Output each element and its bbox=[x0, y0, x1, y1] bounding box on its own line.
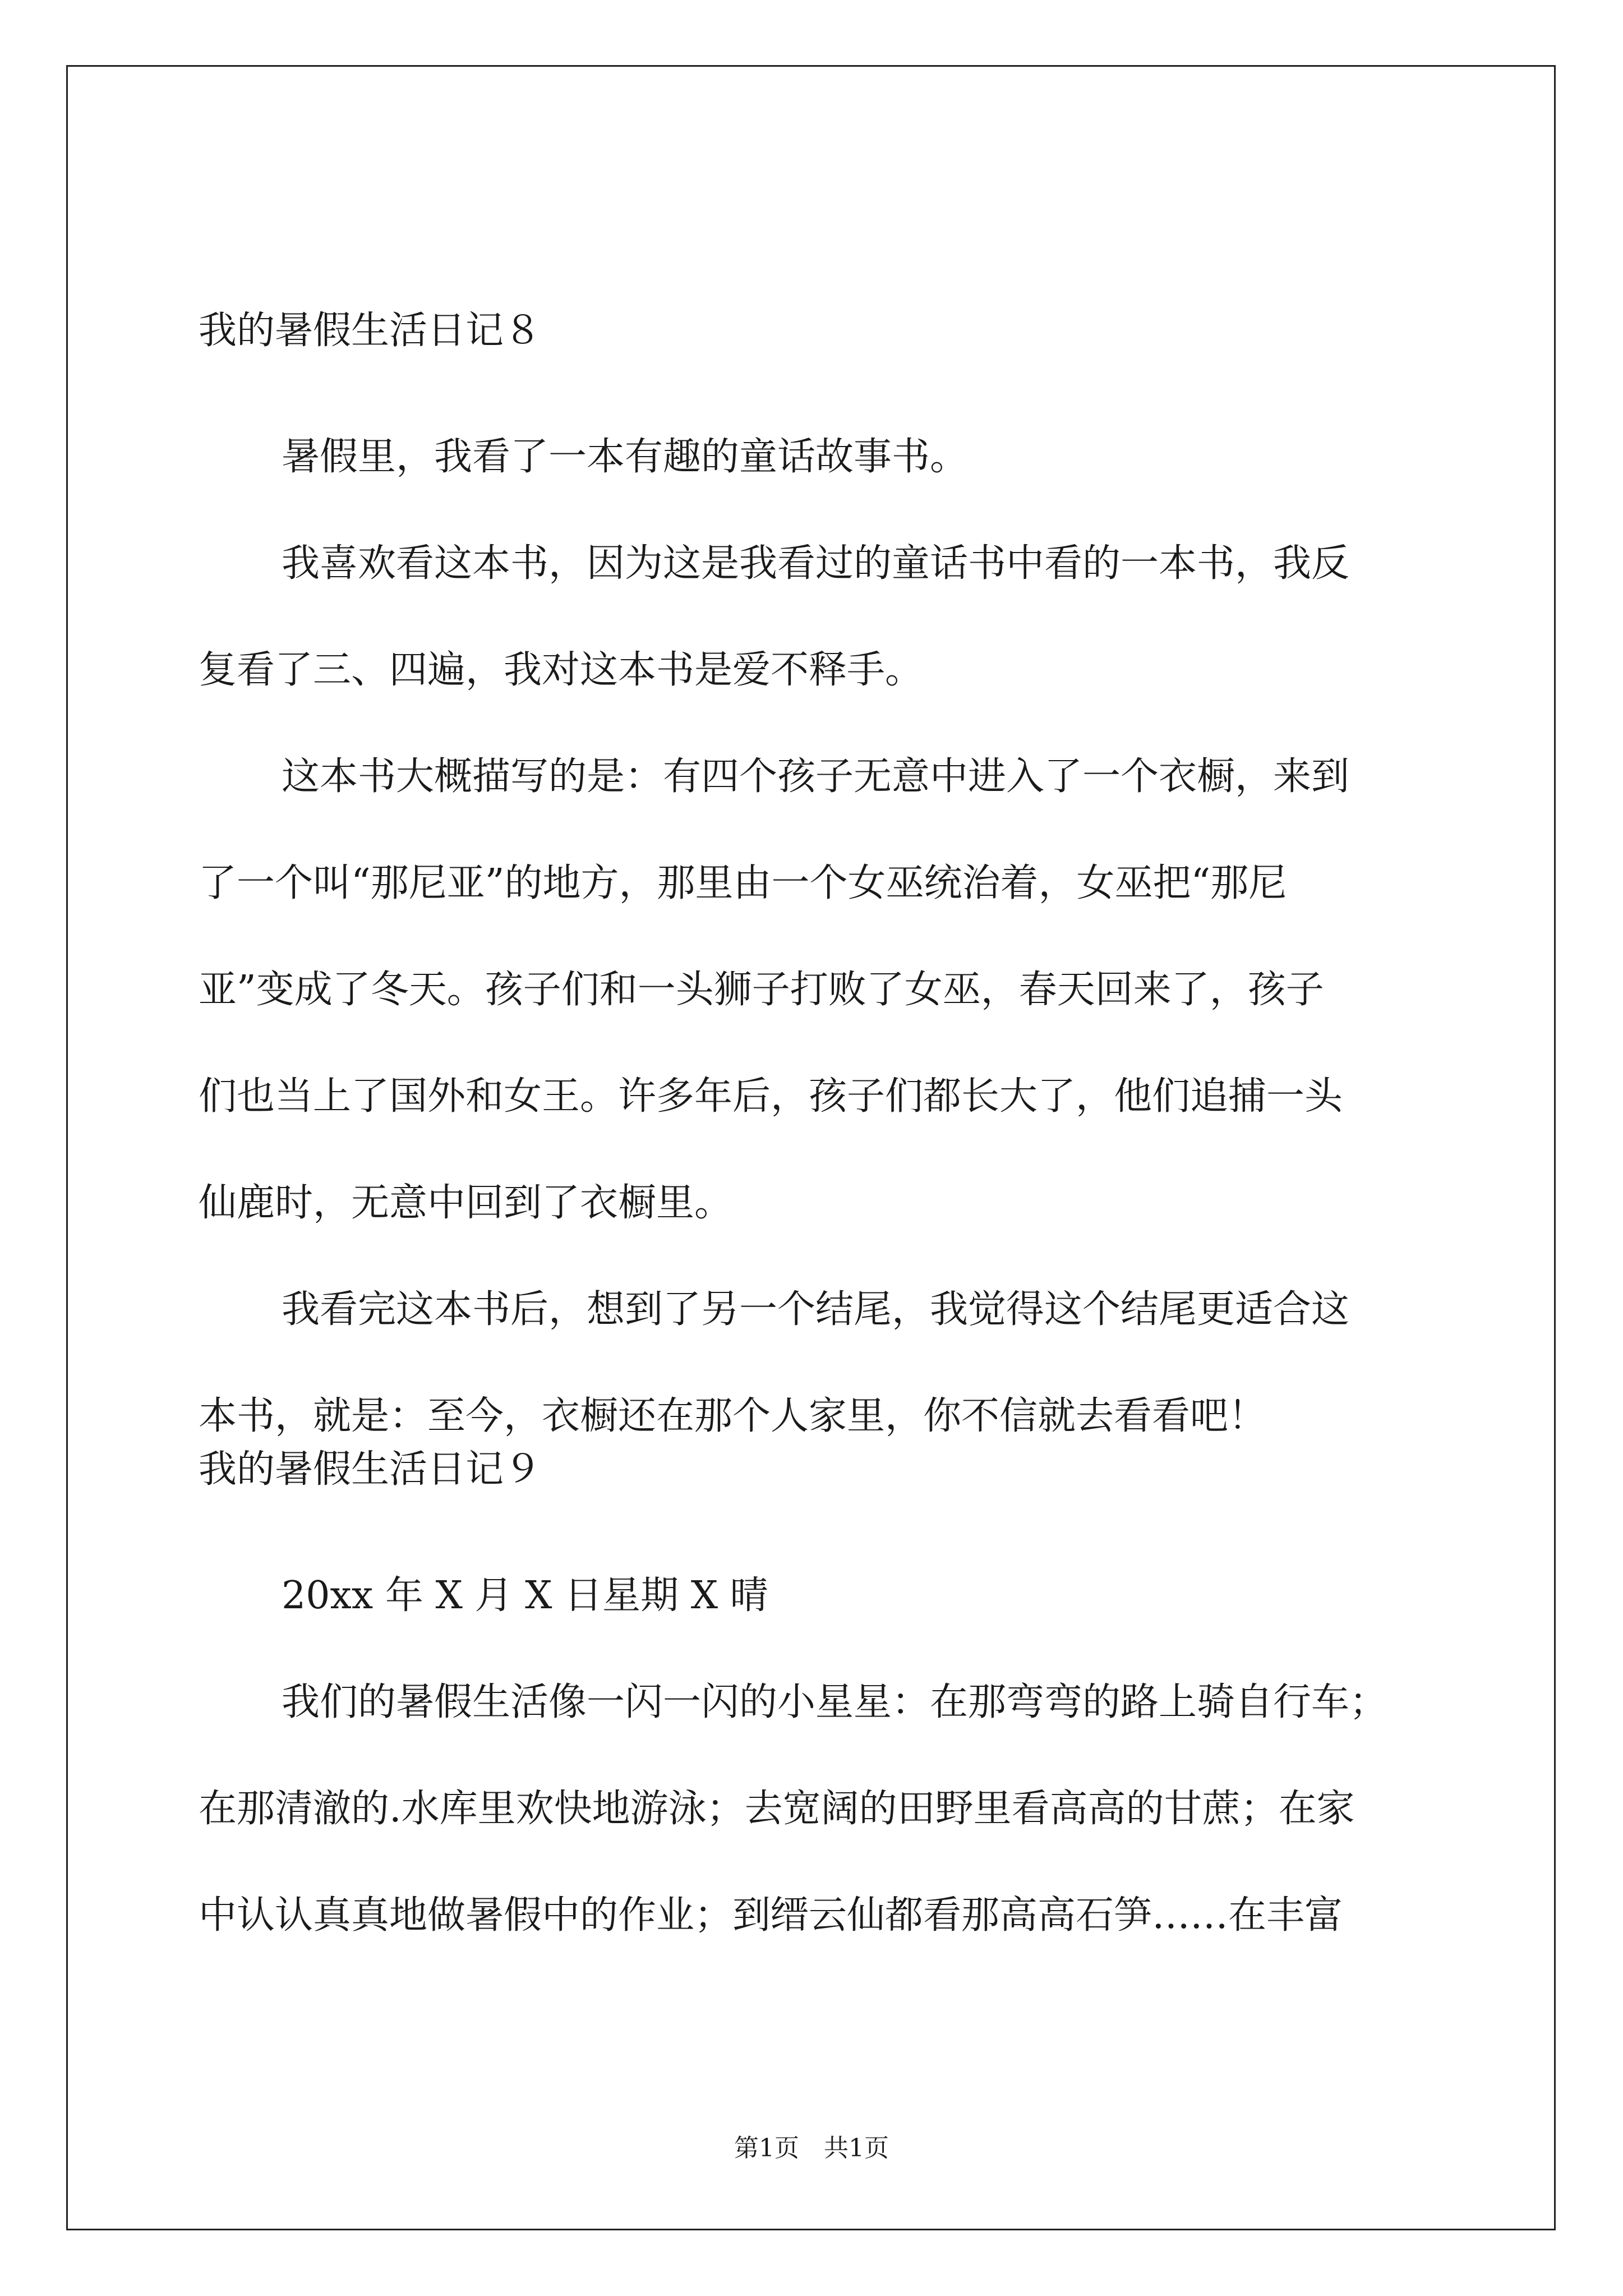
paragraph bbox=[199, 1257, 1432, 1436]
paragraph bbox=[199, 510, 1432, 724]
paragraph-line: 了一个叫“那尼亚”的地方，那里由一个女巫统治着，女巫把“那尼 bbox=[199, 861, 1287, 905]
paragraph bbox=[199, 1649, 1432, 1969]
paragraph bbox=[199, 724, 1432, 1257]
paragraph-line: 本书，就是：至今，衣橱还在那个人家里，你不信就去看看吧！ bbox=[199, 1394, 1267, 1438]
document-body bbox=[199, 297, 1432, 1969]
paragraph-line: 20xx 年 X 月 X 日星期 X 晴 bbox=[282, 1573, 768, 1618]
section-heading: 我的暑假生活日记９ bbox=[199, 1447, 542, 1492]
paragraph-line: 亚”变成了冬天。孩子们和一头狮子打败了女巫，春天回来了，孩子 bbox=[199, 968, 1324, 1012]
paragraph-line: 中认认真真地做暑假中的作业；到缙云仙都看那高高石笋……在丰富 bbox=[199, 1893, 1343, 1938]
paragraph-line: 我们的暑假生活像一闪一闪的小星星：在那弯弯的路上骑自行车； bbox=[282, 1680, 1388, 1724]
paragraph-line: 们也当上了国外和女王。许多年后，孩子们都长大了，他们追捕一头 bbox=[199, 1074, 1343, 1119]
section-heading: 我的暑假生活日记８ bbox=[199, 309, 542, 353]
paragraph-line: 仙鹿时，无意中回到了衣橱里。 bbox=[199, 1181, 733, 1225]
paragraph-line: 我看完这本书后，想到了另一个结尾，我觉得这个结尾更适合这 bbox=[282, 1287, 1350, 1332]
paragraph bbox=[199, 1543, 1432, 1649]
paragraph-line: 复看了三、四遍，我对这本书是爱不释手。 bbox=[199, 648, 924, 692]
page-footer: 第1页 共1页 bbox=[734, 2134, 889, 2162]
paragraph-line: 在那清澈的.水库里欢快地游泳；去宽阔的田野里看高高的甘蔗；在家 bbox=[199, 1787, 1355, 1831]
spacer bbox=[199, 1503, 1432, 1543]
paragraph bbox=[199, 404, 1432, 510]
spacer bbox=[199, 365, 1432, 404]
paragraph-line: 我喜欢看这本书，因为这是我看过的童话书中看的一本书，我反 bbox=[282, 541, 1350, 586]
paragraph-line: 暑假里，我看了一本有趣的童话故事书。 bbox=[282, 435, 969, 479]
paragraph-line: 这本书大概描写的是：有四个孩子无意中进入了一个衣橱，来到 bbox=[282, 754, 1350, 799]
